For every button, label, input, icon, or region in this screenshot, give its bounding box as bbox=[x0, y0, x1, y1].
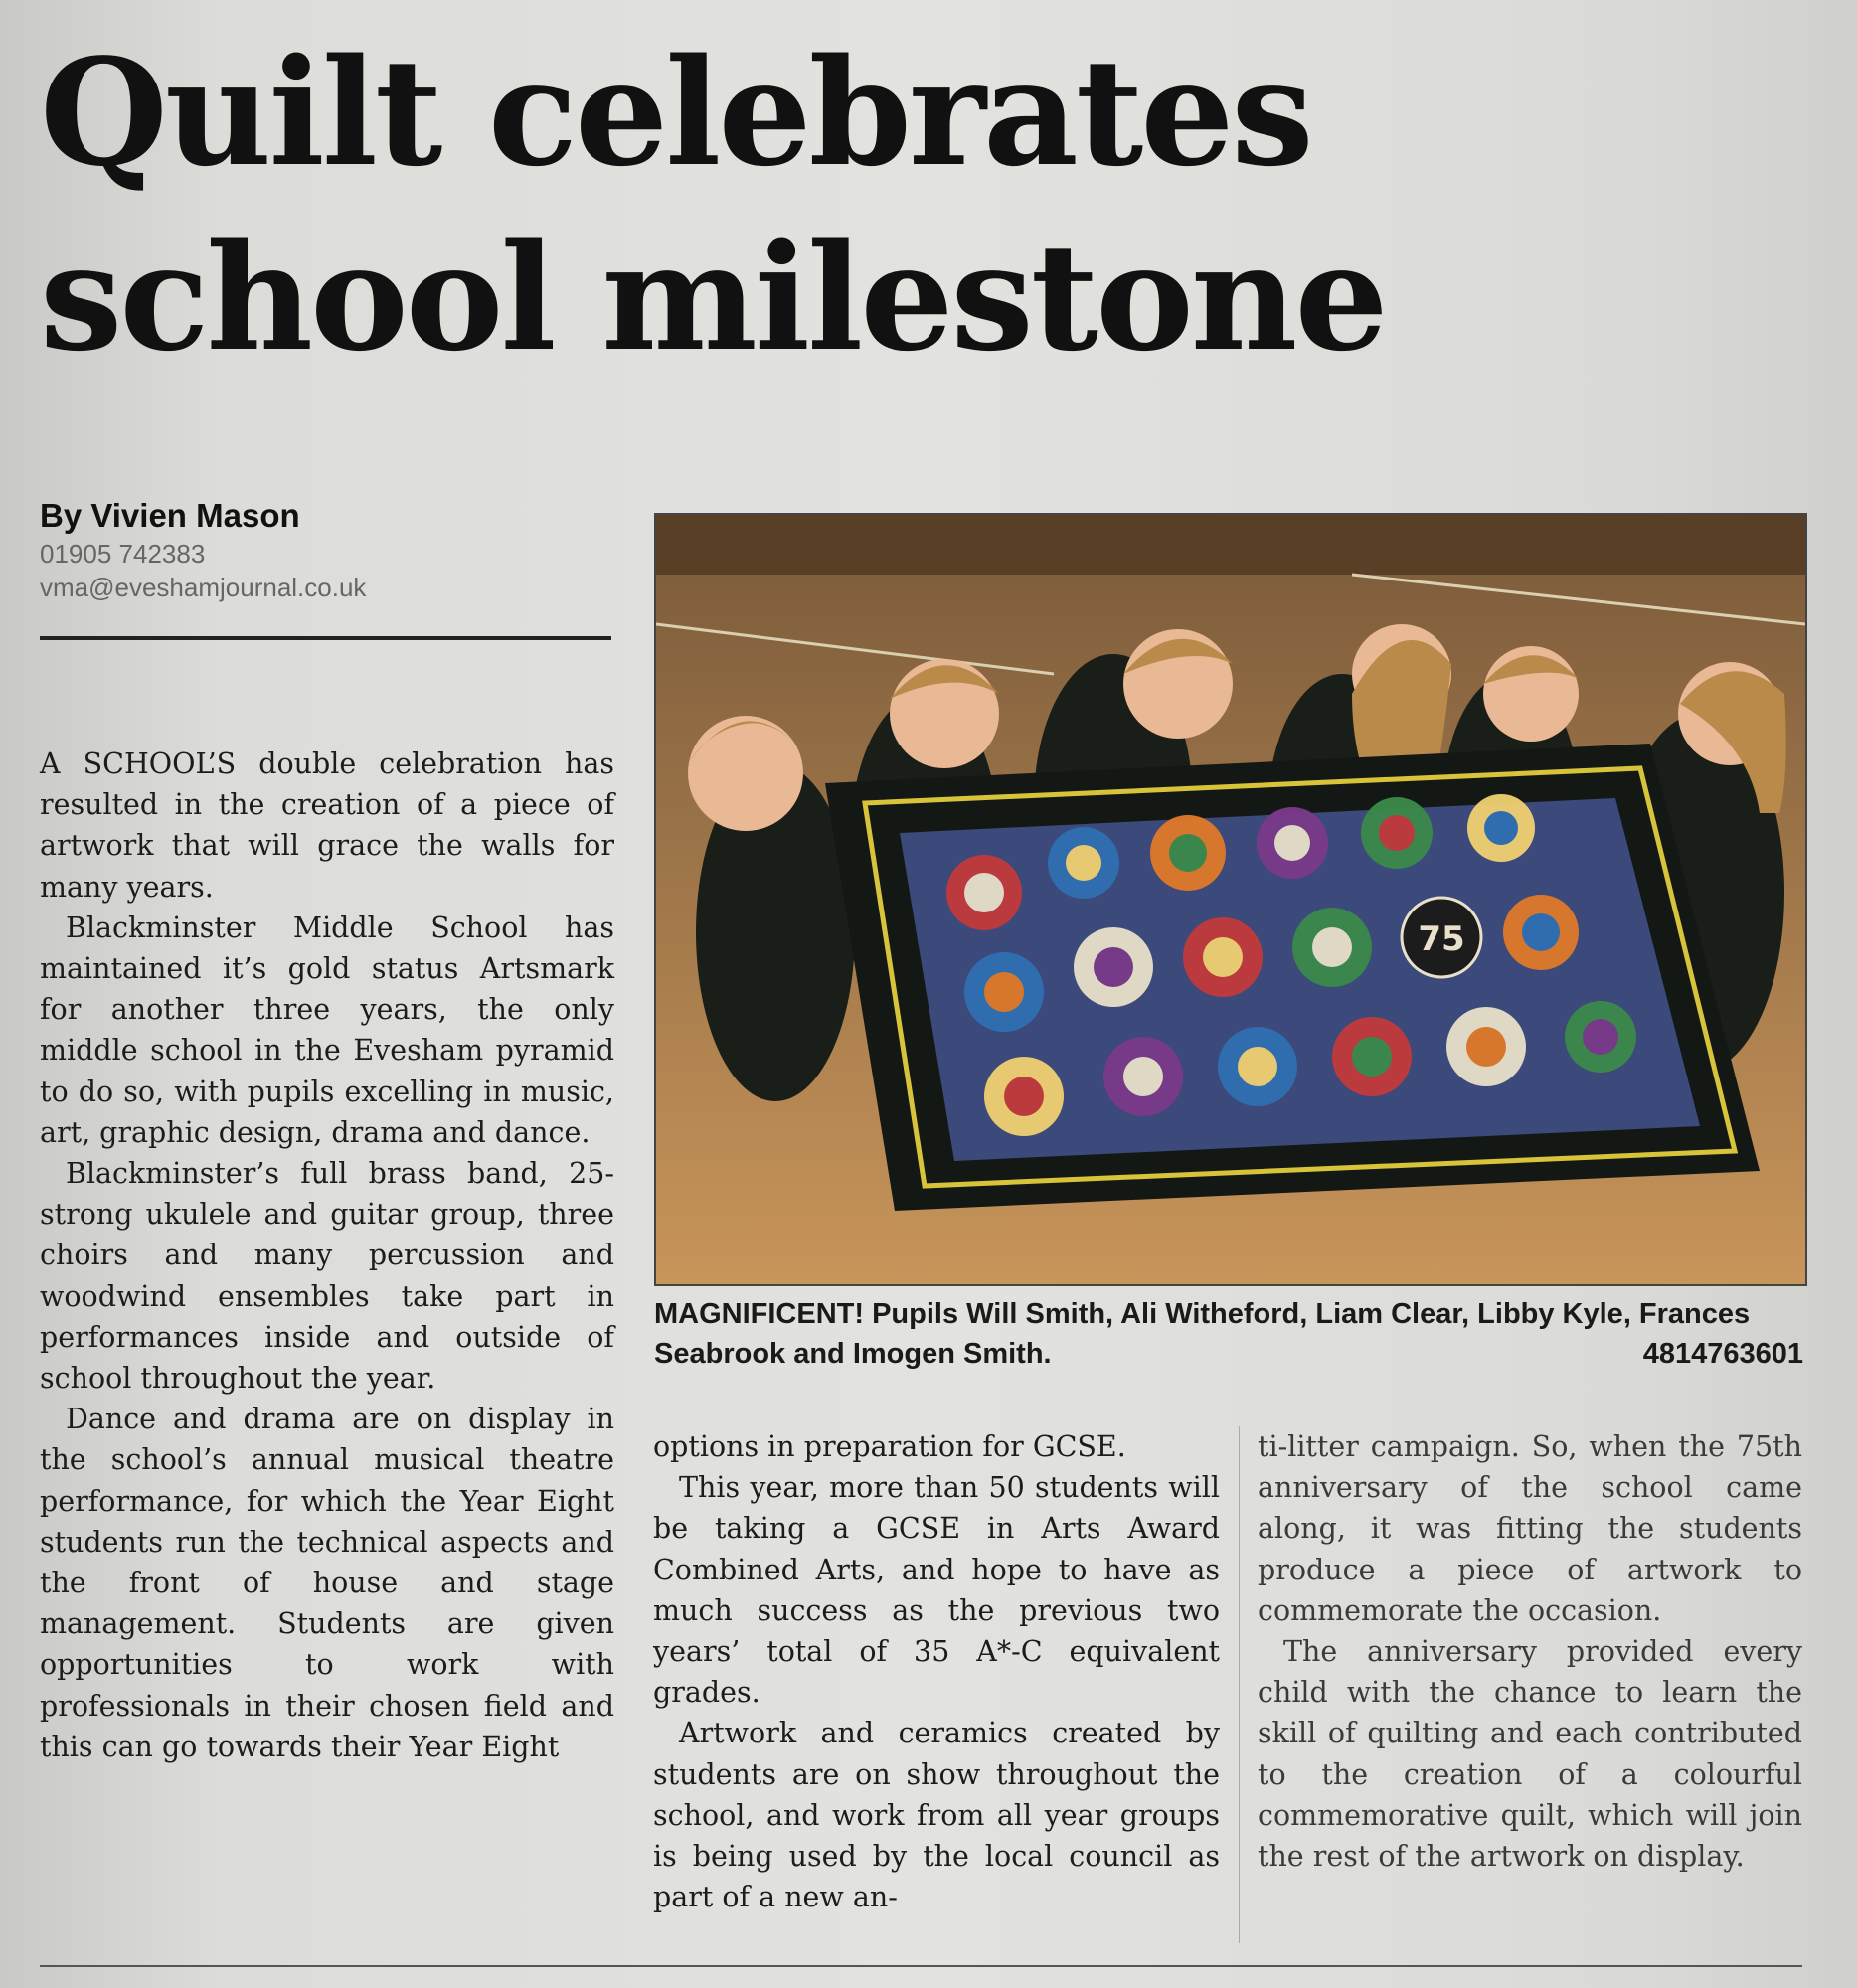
paragraph: Artwork and ceramics created by students are on show throughout the school, and work from all year groups is being used by the local council as part of a new an- bbox=[653, 1717, 1220, 1914]
byline-phone: 01905 742383 bbox=[40, 539, 206, 569]
column-divider bbox=[1239, 1426, 1240, 1943]
photo-caption bbox=[654, 1294, 1803, 1374]
caption-text: MAGNIFICENT! Pupils Will Smith, Ali Witheford, Liam Clear, Libby Kyle, Frances Seabrook and Imogen Smith. bbox=[654, 1298, 1751, 1370]
byline-author: By Vivien Mason bbox=[40, 497, 300, 534]
article-photo bbox=[654, 513, 1807, 1286]
paragraph: Blackminster’s full brass band, 25-strong ukulele and guitar group, three choirs and many percussion and woodwind ensembles take part in performances inside and outside of school throughout the year. bbox=[40, 1157, 614, 1396]
bottom-rule bbox=[40, 1965, 1802, 1967]
headline-line-1: Quilt celebrates bbox=[40, 26, 1311, 199]
byline-rule bbox=[40, 636, 611, 640]
article-column-3 bbox=[1258, 1426, 1802, 1877]
paragraph: ti-litter campaign. So, when the 75th anniversary of the school came along, it was fitting the students produce a piece of artwork to commemorate the occasion. bbox=[1258, 1430, 1802, 1627]
quilt-badge-75: 75 bbox=[1418, 919, 1465, 959]
paragraph: The anniversary provided every child with the chance to learn the skill of quilting and each contributed to the creation of a colourful commemorative quilt, which will join the rest of the artwork on display. bbox=[1258, 1635, 1802, 1874]
article-column-2 bbox=[653, 1426, 1220, 1917]
article-column-1 bbox=[40, 744, 614, 1767]
headline-line-2: school milestone bbox=[40, 211, 1386, 384]
headline bbox=[40, 20, 1789, 390]
paragraph: Blackminster Middle School has maintained it’s gold status Artsmark for another three years, the only middle school in the Evesham pyramid to do so, with pupils excelling in music, art, graphic design, drama and dance. bbox=[40, 911, 614, 1149]
caption-reference-number: 4814763601 bbox=[1642, 1338, 1803, 1370]
byline-email: vma@eveshamjournal.co.uk bbox=[40, 573, 367, 602]
paragraph: options in preparation for GCSE. bbox=[653, 1430, 1126, 1463]
quilt-photo-illustration bbox=[656, 515, 1805, 1284]
byline bbox=[40, 495, 616, 604]
paragraph: Dance and drama are on display in the school’s annual musical theatre performance, for which the Year Eight students run the technical aspects and the front of house and stage management. Students are given opportunities to work with professionals in their chosen field and this can go towards their Year Eight bbox=[40, 1403, 614, 1763]
paragraph: This year, more than 50 students will be taking a GCSE in Arts Award Combined Arts, and hope to have as much success as the previous two years’ total of 35 A*-C equivalent grades. bbox=[653, 1471, 1220, 1710]
paragraph: A SCHOOL’S double celebration has resulted in the creation of a piece of artwork that will grace the walls for many years. bbox=[40, 747, 614, 904]
